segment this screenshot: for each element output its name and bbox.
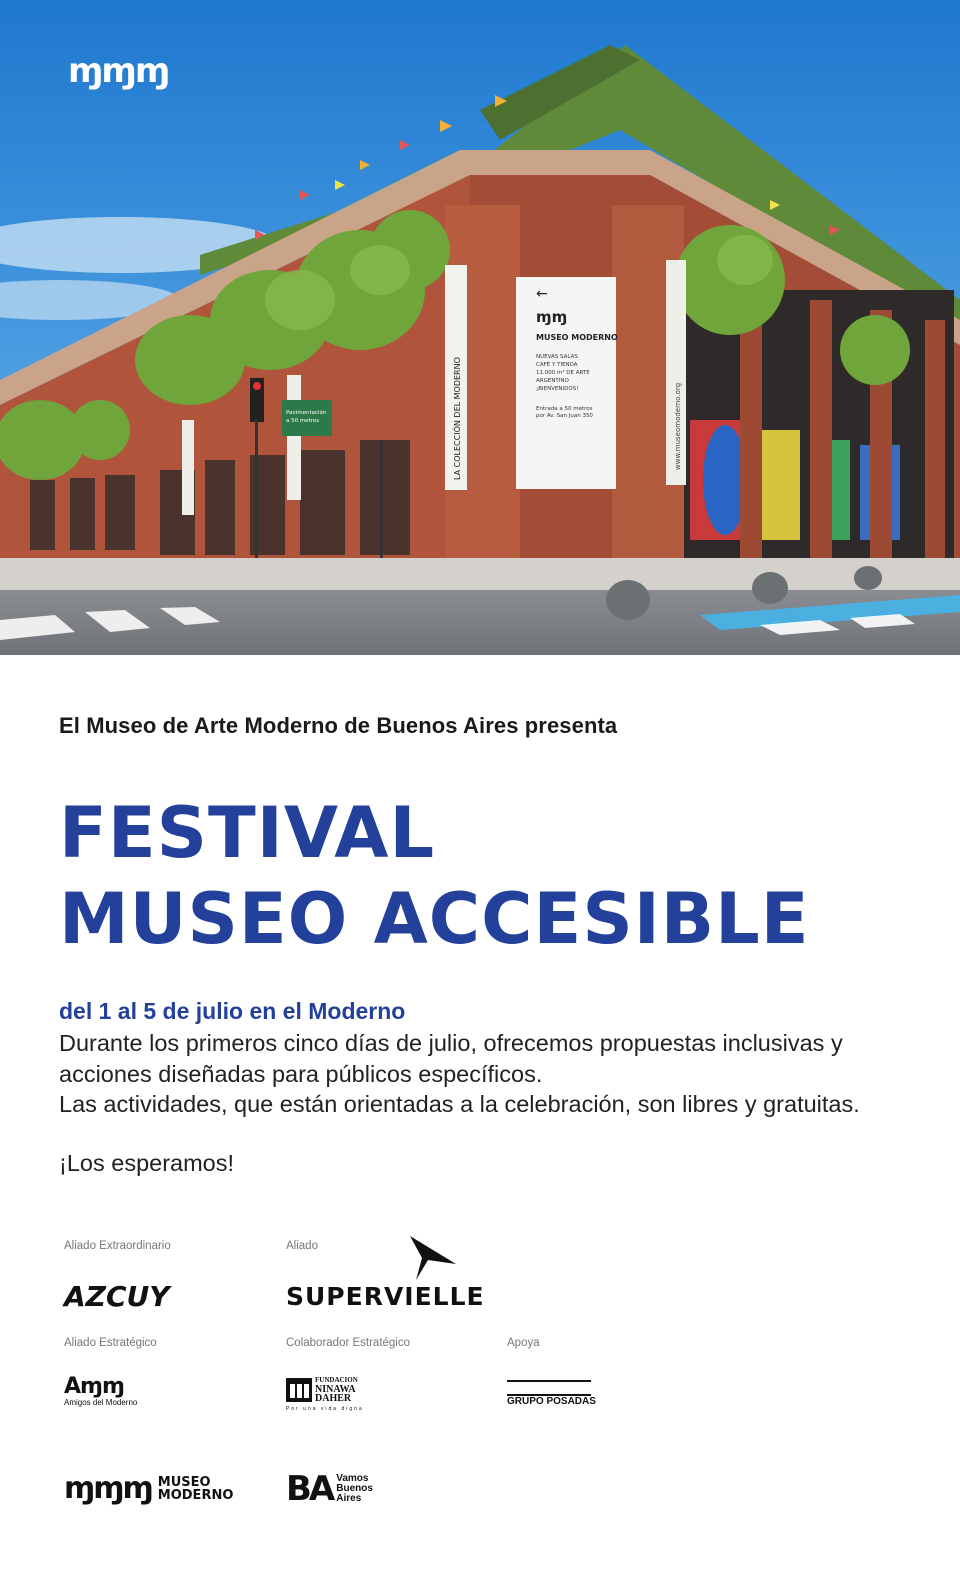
ba-line-3: Aires: [336, 1493, 362, 1504]
fundacion-line-2: NINAWA: [315, 1384, 356, 1395]
sponsor-label-estrategico: Aliado Estratégico: [64, 1337, 157, 1349]
fundacion-building-icon: [286, 1376, 312, 1404]
vamos-buenos-aires-logo: [286, 1469, 373, 1509]
svg-text:www.museomoderno.org: www.museomoderno.org: [674, 382, 682, 470]
svg-text:a 50 metros: a 50 metros: [286, 418, 320, 424]
fundacion-line-3: DAHER: [315, 1393, 352, 1404]
closing-line: ¡Los esperamos!: [59, 1150, 235, 1176]
ba-mark: BA: [286, 1469, 333, 1509]
amigos-del-moderno-logo: [64, 1376, 137, 1407]
ba-line-2: Buenos: [336, 1483, 373, 1494]
fundacion-daher-logo: [286, 1376, 358, 1404]
amigos-mark-icon: Aɱɱ: [64, 1374, 124, 1399]
banner-logo-text: MUSEO MODERNO: [536, 333, 618, 342]
grupo-posadas-logo: GRUPO POSADAS: [507, 1396, 596, 1407]
svg-text:Entrada a 50 metros: Entrada a 50 metros: [536, 406, 593, 412]
fundacion-tagline: Por una vida digna: [286, 1406, 364, 1412]
svg-text:por Av. San Juan 350: por Av. San Juan 350: [536, 413, 593, 419]
description-line-3: Las actividades, que están orientadas a la celebración, son libres y gratuitas.: [59, 1091, 860, 1117]
supervielle-bird-icon: [406, 1236, 458, 1282]
hero-photo: [0, 0, 960, 655]
svg-text:CAFÉ Y TIENDA: CAFÉ Y TIENDA: [536, 362, 578, 368]
svg-text:ARGENTINO: ARGENTINO: [536, 378, 569, 384]
title-line-1: FESTIVAL: [59, 792, 436, 874]
amigos-logo-sub: Amigos del Moderno: [64, 1398, 138, 1407]
svg-text:ɱɱ: ɱɱ: [536, 308, 568, 326]
description-line-2: acciones diseñadas para públicos específicos.: [59, 1060, 543, 1087]
supervielle-logo: SUPERVIELLE: [286, 1282, 485, 1311]
description-line-1: Durante los primeros cinco días de julio, ofrecemos propuestas inclusivas y: [59, 1030, 843, 1056]
posadas-frame-icon: [507, 1380, 591, 1396]
footer-museo-line-1: MUSEO: [157, 1475, 211, 1490]
svg-text:Pavimentación: Pavimentación: [286, 410, 327, 416]
svg-text:←: ←: [536, 286, 548, 302]
footer-museo-line-2: MODERNO: [157, 1488, 234, 1503]
museo-moderno-mark-icon: ɱɱɱ: [64, 1471, 152, 1506]
sponsor-label-aliado: Aliado: [286, 1240, 318, 1252]
museo-moderno-footer-logo: [64, 1471, 234, 1506]
azcuy-logo: AZCUY: [64, 1280, 170, 1313]
svg-text:NUEVAS SALAS: NUEVAS SALAS: [536, 354, 578, 360]
museo-moderno-logo-icon: ɱɱɱ: [68, 51, 169, 91]
sponsor-label-extraordinario: Aliado Extraordinario: [64, 1240, 171, 1252]
festival-title: [59, 790, 810, 962]
fundacion-line-1: FUNDACION: [315, 1376, 358, 1384]
sponsor-label-colaborador: Colaborador Estratégico: [286, 1337, 411, 1349]
svg-text:11.000 m² DE ARTE: 11.000 m² DE ARTE: [536, 370, 590, 376]
museum-building-illustration: [0, 0, 960, 655]
title-line-2: MUSEO ACCESIBLE: [59, 878, 810, 960]
event-dates: del 1 al 5 de julio en el Moderno: [59, 998, 406, 1024]
sponsor-label-apoya: Apoya: [507, 1337, 540, 1349]
ba-line-1: Vamos: [336, 1473, 369, 1484]
svg-text:LA COLECCIÓN DEL MODERNO: LA COLECCIÓN DEL MODERNO: [453, 357, 462, 480]
svg-text:¡BIENVENIDOS!: ¡BIENVENIDOS!: [536, 386, 579, 392]
event-description: [59, 1028, 939, 1120]
presenter-line: El Museo de Arte Moderno de Buenos Aires presenta: [59, 713, 618, 738]
